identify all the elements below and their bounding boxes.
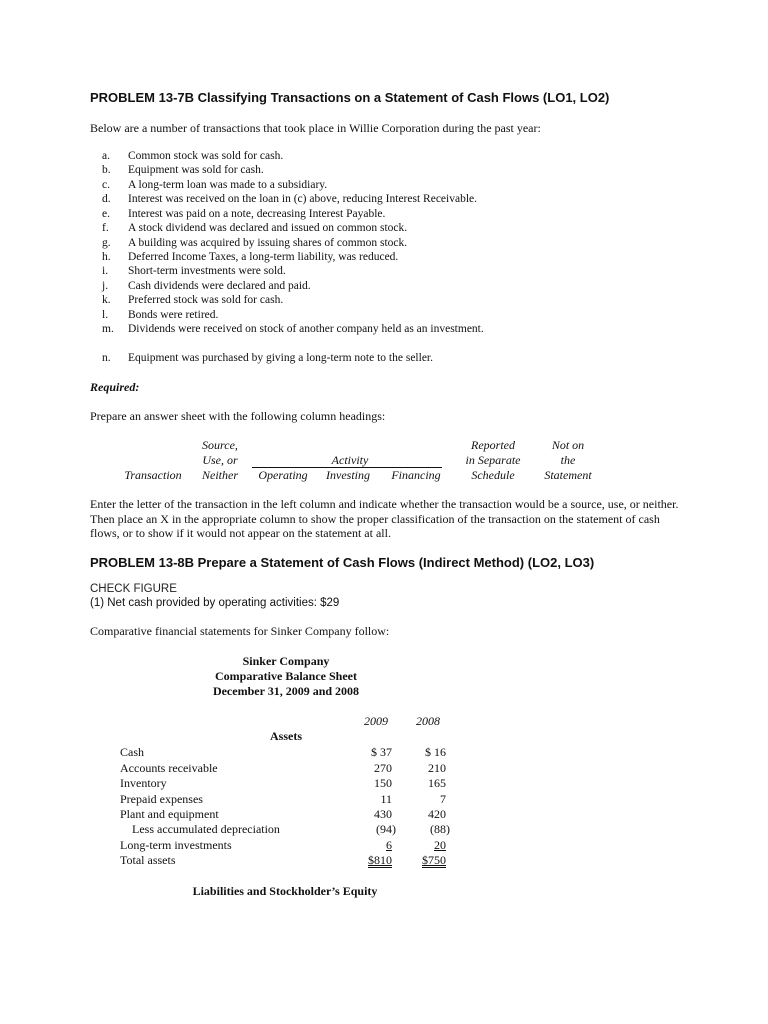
list-item: d. Interest was received on the loan in (c) above, reducing Interest Receivable. bbox=[102, 193, 477, 205]
table-cell-2009: $810 bbox=[368, 853, 392, 867]
table-row-label: Inventory bbox=[120, 776, 167, 790]
statement-name: Comparative Balance Sheet bbox=[215, 669, 357, 683]
table-cell-2008: $ 16 bbox=[425, 745, 446, 759]
table-cell-2008: 20 bbox=[434, 838, 446, 852]
table-cell-2009: $ 37 bbox=[371, 745, 392, 759]
problem-13-8b-title: PROBLEM 13-8B Prepare a Statement of Cash Flows (Indirect Method) (LO2, LO3) bbox=[90, 555, 595, 570]
required-text: Prepare an answer sheet with the following column headings: bbox=[90, 409, 386, 423]
table-cell-2009: 6 bbox=[386, 838, 392, 852]
table-cell-2008: 210 bbox=[428, 761, 446, 775]
list-item: b. Equipment was sold for cash. bbox=[102, 164, 264, 176]
list-item: m. Dividends were received on stock of another company held as an investment. bbox=[102, 323, 484, 335]
table-cell-2008: $750 bbox=[422, 853, 446, 867]
table-row-label: Prepaid expenses bbox=[120, 792, 203, 806]
table-cell-2009: 270 bbox=[374, 761, 392, 775]
list-item: g. A building was acquired by issuing shares of common stock. bbox=[102, 237, 408, 249]
check-figure-value: (1) Net cash provided by operating activities: $29 bbox=[90, 597, 340, 609]
col-operating: Operating bbox=[258, 468, 308, 482]
list-item: i. Short-term investments were sold. bbox=[102, 265, 286, 277]
list-item: f. A stock dividend was declared and issued on common stock. bbox=[102, 222, 408, 234]
problem-13-8b-intro: Comparative financial statements for Sinker Company follow: bbox=[90, 624, 390, 638]
table-cell-2009: 11 bbox=[380, 792, 392, 806]
problem-13-7b-title: PROBLEM 13-7B Classifying Transactions on a Statement of Cash Flows (LO1, LO2) bbox=[90, 90, 610, 105]
col-transaction: Transaction bbox=[124, 468, 182, 482]
list-item: n. Equipment was purchased by giving a long-term note to the seller. bbox=[102, 352, 433, 364]
table-cell-2008: 420 bbox=[428, 807, 446, 821]
col-financing: Financing bbox=[391, 468, 441, 482]
liabilities-heading: Liabilities and Stockholder’s Equity bbox=[192, 884, 378, 898]
col-not-on-statement: Not on the Statement bbox=[544, 438, 592, 482]
list-item: j. Cash dividends were declared and paid. bbox=[102, 280, 311, 292]
col-investing: Investing bbox=[326, 468, 370, 482]
table-cell-2008: (88) bbox=[430, 822, 450, 836]
list-item: e. Interest was paid on a note, decreasing Interest Payable. bbox=[102, 208, 386, 220]
table-row-label: Less accumulated depreciation bbox=[132, 822, 280, 836]
balance-sheet-header bbox=[186, 654, 386, 699]
check-figure-label: CHECK FIGURE bbox=[90, 583, 177, 595]
instructions-paragraph: Enter the letter of the transaction in the left column and indicate whether the transaction would be a source, use, or neither. Then place an X in the appropriate column to show the proper classification of the transaction on the statement of cash flows, or to show if it would not appear on the statement at all. bbox=[90, 497, 679, 540]
list-item: c. A long-term loan was made to a subsidiary. bbox=[102, 179, 328, 191]
col-activity: Activity bbox=[331, 453, 369, 467]
col-reported: Reported in Separate Schedule bbox=[465, 438, 521, 482]
year-2008-heading: 2008 bbox=[416, 714, 440, 728]
table-row-label: Accounts receivable bbox=[120, 761, 218, 775]
company-name: Sinker Company bbox=[242, 654, 330, 668]
statement-date: December 31, 2009 and 2008 bbox=[212, 684, 360, 698]
table-cell-2009: 430 bbox=[374, 807, 392, 821]
table-row-label: Total assets bbox=[120, 853, 176, 867]
required-label: Required: bbox=[90, 380, 140, 394]
col-source: Source, Use, or Neither bbox=[202, 438, 238, 482]
list-item: h. Deferred Income Taxes, a long-term liability, was reduced. bbox=[102, 251, 399, 263]
table-cell-2008: 7 bbox=[440, 792, 446, 806]
list-item: a. Common stock was sold for cash. bbox=[102, 150, 284, 162]
table-cell-2008: 165 bbox=[428, 776, 446, 790]
table-cell-2009: 150 bbox=[374, 776, 392, 790]
table-cell-2009: (94) bbox=[376, 822, 396, 836]
year-2009-heading: 2009 bbox=[364, 714, 388, 728]
list-item: l. Bonds were retired. bbox=[102, 309, 219, 321]
assets-heading: Assets bbox=[270, 729, 302, 743]
table-row-label: Cash bbox=[120, 745, 144, 759]
table-row-label: Long-term investments bbox=[120, 838, 232, 852]
table-row-label: Plant and equipment bbox=[120, 807, 219, 821]
problem-13-7b-intro: Below are a number of transactions that took place in Willie Corporation during the past year: bbox=[90, 121, 541, 135]
list-item: k. Preferred stock was sold for cash. bbox=[102, 294, 284, 306]
